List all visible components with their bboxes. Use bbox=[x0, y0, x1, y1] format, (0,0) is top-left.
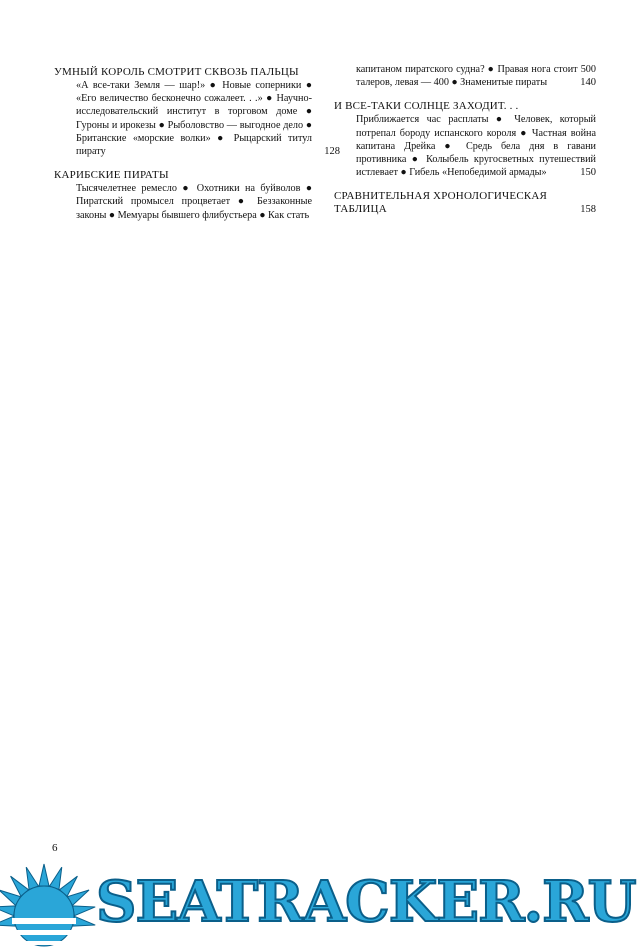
toc-entry bbox=[54, 169, 312, 222]
toc-entry bbox=[334, 63, 596, 89]
toc-entry-title: УМНЫЙ КОРОЛЬ СМОТРИТ СКВОЗЬ ПАЛЬЦЫ bbox=[54, 66, 299, 78]
watermark-text: SEATRACKER.RU bbox=[96, 869, 636, 935]
toc-entry bbox=[334, 100, 596, 179]
page-number: 6 bbox=[52, 842, 58, 854]
toc-page-number: 140 bbox=[580, 77, 596, 89]
toc-entry-title: КАРИБСКИЕ ПИРАТЫ bbox=[54, 169, 169, 182]
toc-right-column bbox=[334, 66, 596, 227]
toc-page-number: 150 bbox=[580, 167, 596, 179]
toc-left-column bbox=[54, 66, 340, 233]
toc-entry-description: капитаном пиратского судна? ● Правая нога стоит 500 талеров, левая — 400 ● Знаменитые пираты bbox=[356, 64, 596, 89]
toc-entry-description: «А все-таки Земля — шар!» ● Новые соперники ● «Его величество бесконечно сожалеет. . .» ● Научно-исследовательский институт в торговом доме ● Гуроны и ирокезы ● Рыболовство — выгодное дело ● Британские «морские волки» ● Рыцарский титул пирату bbox=[76, 80, 312, 158]
toc-entry bbox=[54, 66, 340, 158]
sun-icon bbox=[0, 864, 96, 946]
toc-entry-description: Тысячелетнее ремесло ● Охотники на буйволов ● Пиратский промысел процветает ● Беззаконные законы ● Мемуары бывшего флибустьера ● Как стать bbox=[76, 183, 312, 221]
toc-entry-description: Приближается час расплаты ● Человек, который потрепал бороду испанского короля ● Частная война капитана Дрейка ● Средь бела дня в гавани противника ● Колыбель кругосветных путешествий истлевает ● Гибель «Непобедимой армады» bbox=[356, 114, 596, 179]
toc-entry-title: СРАВНИТЕЛЬНАЯ ХРОНОЛОГИЧЕСКАЯ ТАБЛИЦА bbox=[334, 190, 548, 216]
toc-page-number: 158 bbox=[580, 204, 596, 216]
toc-page-number: 128 bbox=[324, 146, 340, 158]
toc-entry bbox=[334, 190, 596, 216]
toc-entry-title: И ВСЕ-ТАКИ СОЛНЦЕ ЗАХОДИТ. . . bbox=[334, 100, 519, 113]
